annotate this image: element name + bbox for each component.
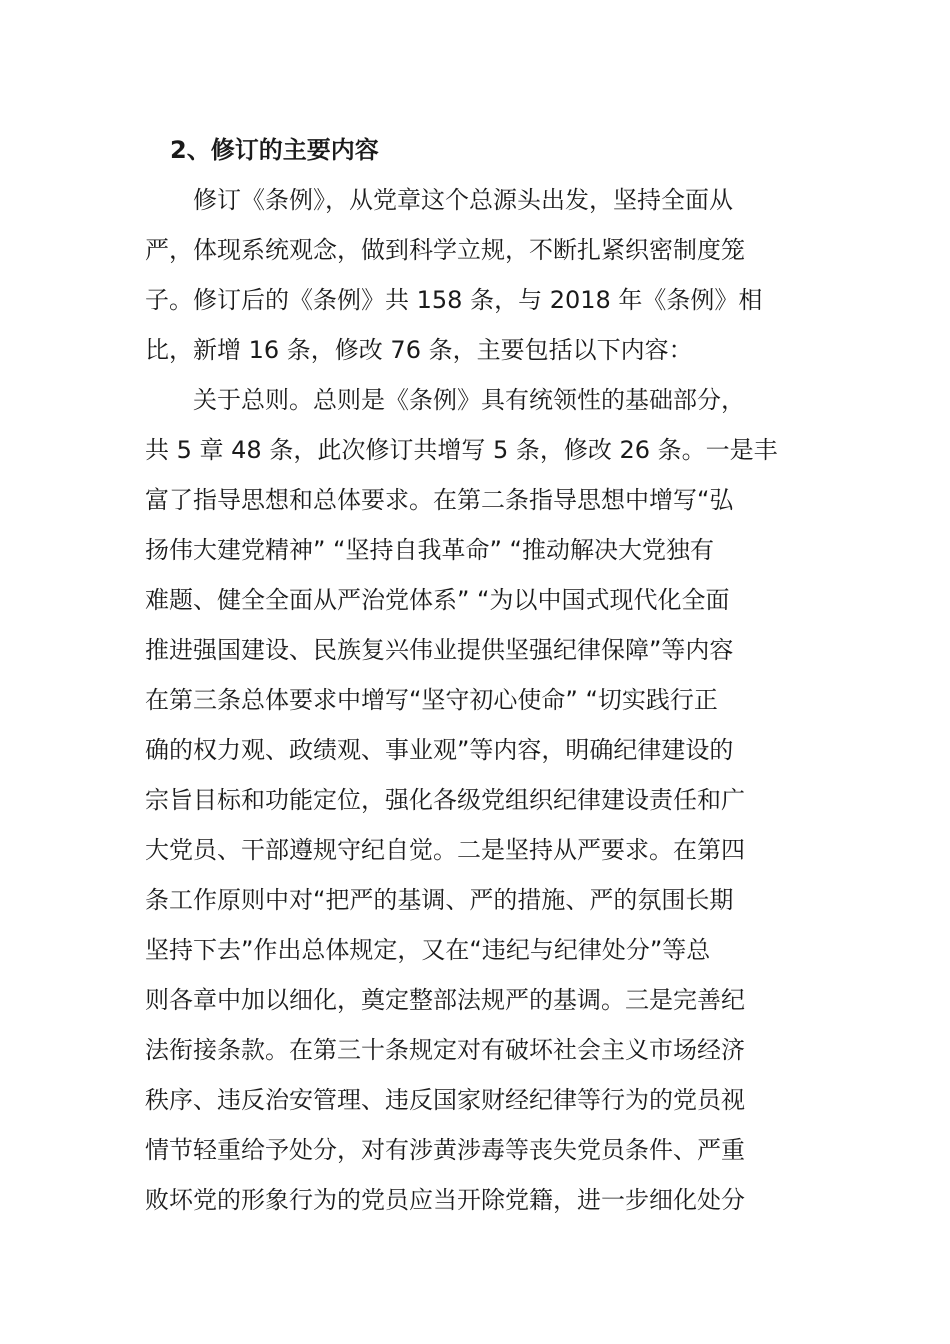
paragraph-line: 子。修订后的《条例》共 158 条，与 2018 年《条例》相 xyxy=(145,286,763,314)
paragraph-line: 坚持下去”作出总体规定，又在“违纪与纪律处分”等总 xyxy=(145,936,711,964)
paragraph-line: 难题、健全全面从严治党体系” “为以中国式现代化全面 xyxy=(145,586,730,614)
paragraph-line: 关于总则。总则是《条例》具有统领性的基础部分， xyxy=(193,386,745,414)
paragraph-line: 确的权力观、政绩观、事业观”等内容，明确纪律建设的 xyxy=(145,736,734,764)
paragraph-line: 富了指导思想和总体要求。在第二条指导思想中增写“弘 xyxy=(145,486,734,514)
paragraph-line: 在第三条总体要求中增写“坚守初心使命” “切实践行正 xyxy=(145,686,718,714)
paragraph-line: 大党员、干部遵规守纪自觉。二是坚持从严要求。在第四 xyxy=(145,836,745,864)
paragraph-line: 则各章中加以细化，奠定整部法规严的基调。三是完善纪 xyxy=(145,986,745,1014)
section-heading: 2、修订的主要内容 xyxy=(170,136,379,164)
paragraph-line: 条工作原则中对“把严的基调、严的措施、严的氛围长期 xyxy=(145,886,734,914)
paragraph-line: 法衔接条款。在第三十条规定对有破坏社会主义市场经济 xyxy=(145,1036,745,1064)
paragraph-line: 比，新增 16 条，修改 76 条，主要包括以下内容： xyxy=(145,336,693,364)
paragraph-line: 败坏党的形象行为的党员应当开除党籍，进一步细化处分 xyxy=(145,1186,745,1214)
paragraph-line: 推进强国建设、民族复兴伟业提供坚强纪律保障”等内容 xyxy=(145,636,734,664)
paragraph-line: 情节轻重给予处分，对有涉黄涉毒等丧失党员条件、严重 xyxy=(145,1136,745,1164)
paragraph-line: 修订《条例》，从党章这个总源头出发，坚持全面从 xyxy=(193,186,733,214)
paragraph-line: 秩序、违反治安管理、违反国家财经纪律等行为的党员视 xyxy=(145,1086,745,1114)
paragraph-line: 严，体现系统观念，做到科学立规，不断扎紧织密制度笼 xyxy=(145,236,745,264)
paragraph-line: 宗旨目标和功能定位，强化各级党组织纪律建设责任和广 xyxy=(145,786,745,814)
paragraph-line: 扬伟大建党精神” “坚持自我革命” “推动解决大党独有 xyxy=(145,536,714,564)
paragraph-line: 共 5 章 48 条，此次修订共增写 5 条，修改 26 条。一是丰 xyxy=(145,436,778,464)
